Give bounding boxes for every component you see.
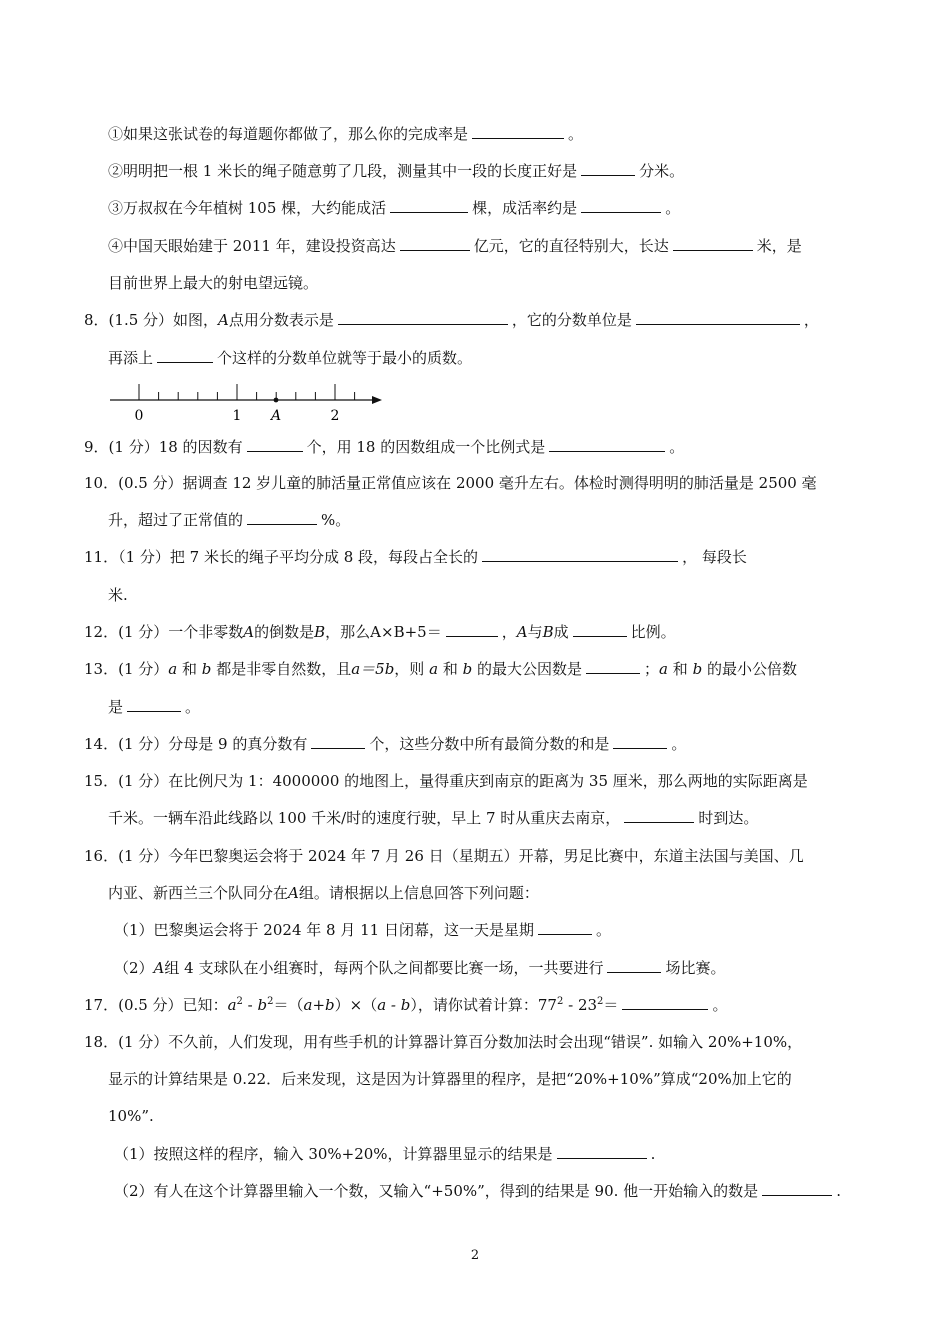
text: 。	[712, 996, 728, 1014]
text: %。	[321, 511, 351, 529]
point-a-dot	[274, 398, 279, 403]
question-13-cont	[108, 697, 200, 717]
answer-blank[interactable]	[673, 236, 753, 251]
answer-blank[interactable]	[538, 920, 592, 935]
answer-blank[interactable]	[549, 437, 665, 452]
var: A	[516, 623, 528, 641]
answer-blank[interactable]	[482, 547, 678, 562]
question-16-part-1	[114, 920, 611, 940]
question-18	[84, 1032, 802, 1052]
var: A	[153, 959, 165, 977]
text: 再添上	[108, 349, 154, 367]
text: 个，用 18 的因数组成一个比例式是	[306, 438, 546, 456]
expression: a - b	[377, 996, 411, 1014]
text: 16．(1 分）今年巴黎奥运会将于 2024 年 7 月 26 日（星期五）开幕，男足比赛中，东道主法国与美国、几	[84, 847, 804, 865]
question-14	[84, 734, 686, 754]
text: .	[836, 1182, 841, 1200]
text: ，它的分数单位是	[511, 311, 632, 329]
answer-blank[interactable]	[247, 437, 303, 452]
text: - 23	[563, 996, 598, 1014]
var: a	[227, 996, 237, 1014]
question-13	[84, 659, 797, 679]
text: 。	[185, 698, 201, 716]
question-8	[84, 310, 819, 330]
question-8-cont	[108, 348, 472, 368]
text: 和	[442, 660, 458, 678]
text: 8．(1.5 分）如图，	[84, 311, 219, 329]
text: 的倒数是	[254, 623, 315, 641]
text: （1）按照这样的程序，输入 30%+20%，计算器里显示的结果是	[114, 1145, 553, 1163]
text: 都是非零自然数，且	[216, 660, 352, 678]
tick-label-1: 1	[232, 408, 242, 424]
text: ④中国天眼始建于 2011 年，建设投资高达	[108, 237, 396, 255]
text: 12．(1 分）一个非零数	[84, 623, 244, 641]
question-16-cont	[108, 883, 539, 903]
question-16	[84, 846, 804, 866]
item-2	[108, 161, 684, 181]
text: 和	[182, 660, 198, 678]
question-18-part-1	[114, 1144, 655, 1164]
question-17	[84, 995, 727, 1015]
text: 米.	[108, 586, 128, 604]
text: ①如果这张试卷的每道题你都做了，那么你的完成率是	[108, 125, 469, 143]
question-15-cont	[108, 808, 758, 828]
text: 的最大公因数是	[477, 660, 583, 678]
text: 目前世界上最大的射电望远镜。	[108, 274, 319, 292]
var: a	[429, 660, 439, 678]
text: ③万叔叔在今年植树 105 棵，大约能成活	[108, 199, 387, 217]
item-3	[108, 198, 680, 218]
exponent: 2	[267, 996, 274, 1007]
question-10	[84, 473, 817, 493]
text: （2）有人在这个计算器里输入一个数，又输入“+50%”，得到的结果是 90. 他一开始输入的数是	[114, 1182, 759, 1200]
var: B	[542, 623, 554, 641]
question-10-cont	[108, 510, 350, 530]
page-number: 2	[470, 1248, 480, 1263]
question-18-cont-2	[108, 1106, 154, 1126]
text: 9．(1 分）18 的因数有	[84, 438, 243, 456]
question-9	[84, 437, 684, 457]
text: 时到达。	[698, 809, 759, 827]
text: 个这样的分数单位就等于最小的质数。	[217, 349, 473, 367]
text: ，	[501, 623, 517, 641]
question-16-part-2	[114, 958, 726, 978]
text: 成	[553, 623, 569, 641]
var: b	[257, 996, 268, 1014]
answer-blank[interactable]	[607, 958, 661, 973]
text: 是	[108, 698, 124, 716]
text: 分米。	[639, 162, 685, 180]
text: 比例。	[630, 623, 676, 641]
text: 。	[595, 921, 611, 939]
answer-blank[interactable]	[624, 808, 694, 823]
text: 组。请根据以上信息回答下列问题：	[298, 884, 539, 902]
text: 。	[669, 438, 685, 456]
text: 组 4 支球队在小组赛时，每两个队之间都要比赛一场，一共要进行	[164, 959, 604, 977]
answer-blank[interactable]	[636, 310, 800, 325]
exponent: 2	[556, 996, 564, 1007]
answer-blank[interactable]	[581, 198, 661, 213]
text: 15．(1 分）在比例尺为 1：4000000 的地图上，量得重庆到南京的距离为 35 厘米，那么两地的实际距离是	[84, 772, 808, 790]
text: 显示的计算结果是 0.22．后来发现，这是因为计算器里的程序，是把“20%+10%”算成“20%加上它的	[108, 1070, 792, 1088]
text: 。	[671, 735, 687, 753]
tick-label-2: 2	[330, 408, 340, 424]
answer-blank[interactable]	[613, 734, 667, 749]
text: ）×（	[334, 996, 378, 1014]
answer-blank[interactable]	[581, 161, 635, 176]
text: 的最小公倍数	[706, 660, 797, 678]
text: 点用分数表示是	[228, 311, 334, 329]
text: .	[650, 1145, 656, 1163]
text: ），请你试着计算：77	[410, 996, 557, 1014]
answer-blank[interactable]	[390, 198, 468, 213]
equation: a＝5b	[351, 660, 395, 678]
question-18-part-2	[114, 1181, 841, 1201]
text: 千米。一辆车沿此线路以 100 千米/时的速度行驶，早上 7 时从重庆去南京，	[108, 809, 621, 827]
var: a	[168, 660, 178, 678]
text: 棵，成活率约是	[472, 199, 578, 217]
text: ②明明把一根 1 米长的绳子随意剪了几段，测量其中一段的长度正好是	[108, 162, 578, 180]
answer-blank[interactable]	[311, 734, 365, 749]
text: 和	[672, 660, 688, 678]
var: b	[462, 660, 473, 678]
exponent: 2	[597, 996, 604, 1007]
tick-label-0: 0	[134, 408, 144, 424]
answer-blank[interactable]	[622, 995, 708, 1010]
text: ＝	[603, 996, 619, 1014]
answer-blank[interactable]	[338, 310, 508, 325]
text: 个，这些分数中所有最简分数的和是	[369, 735, 610, 753]
text: ， 每段长	[682, 548, 747, 566]
text: ，那么	[325, 623, 371, 641]
text: 11．（1 分）把 7 米长的绳子平均分成 8 段，每段占全长的	[84, 548, 479, 566]
text: 升，超过了正常值的	[108, 511, 244, 529]
var: a	[659, 660, 668, 678]
text: ；	[644, 660, 660, 678]
answer-blank[interactable]	[157, 348, 213, 363]
text: 亿元，它的直径特别大，长达	[473, 237, 669, 255]
text: 。	[665, 199, 681, 217]
item-1	[108, 124, 583, 144]
arrow-head-icon	[372, 396, 382, 404]
text: 内亚、新西兰三个队同分在	[108, 884, 289, 902]
answer-blank[interactable]	[573, 622, 627, 637]
var: b	[201, 660, 212, 678]
item-4-cont	[108, 273, 318, 293]
text: 与	[527, 623, 543, 641]
text: ＝（	[273, 996, 304, 1014]
tick-label-a: A	[270, 408, 282, 424]
answer-blank[interactable]	[247, 510, 317, 525]
answer-blank[interactable]	[586, 659, 640, 674]
answer-blank[interactable]	[400, 236, 470, 251]
exponent: 2	[236, 996, 243, 1007]
answer-blank[interactable]	[557, 1144, 647, 1159]
var: A	[218, 311, 229, 329]
text: 10．(0.5 分）据调查 12 岁儿童的肺活量正常值应该在 2000 毫升左右。体检时测得明明的肺活量是 2500 毫	[84, 474, 817, 492]
answer-blank[interactable]	[127, 697, 181, 712]
text: 18．(1 分）不久前，人们发现，用有些手机的计算器计算百分数加法时会出现“错误”. 如输入 20%+10%，	[84, 1033, 803, 1051]
answer-blank[interactable]	[446, 622, 498, 637]
var: A	[243, 623, 255, 641]
text: （1）巴黎奥运会将于 2024 年 8 月 11 日闭幕，这一天是星期	[114, 921, 534, 939]
var: b	[692, 660, 703, 678]
question-18-cont-1	[108, 1069, 792, 1089]
text: （2）	[114, 959, 154, 977]
text: ，	[803, 311, 819, 329]
number-line-figure	[100, 378, 400, 426]
question-15	[84, 771, 808, 791]
answer-blank[interactable]	[762, 1181, 832, 1196]
expression: a+b	[303, 996, 335, 1014]
text: 17．(0.5 分）已知：	[84, 996, 228, 1014]
text: 场比赛。	[665, 959, 726, 977]
text: 14．(1 分）分母是 9 的真分数有	[84, 735, 308, 753]
text: 米，是	[756, 237, 802, 255]
question-11	[84, 547, 747, 567]
text: 10%”.	[108, 1107, 154, 1125]
text: -	[242, 996, 258, 1014]
expression: A×B+5＝	[370, 623, 442, 641]
var: A	[288, 884, 299, 902]
text: ，则	[394, 660, 425, 678]
text: 。	[568, 125, 584, 143]
text: 13．(1 分）	[84, 660, 169, 678]
answer-blank[interactable]	[472, 124, 564, 139]
var: B	[314, 623, 326, 641]
question-12	[84, 622, 676, 642]
item-4	[108, 236, 802, 256]
question-11-cont	[108, 585, 128, 605]
